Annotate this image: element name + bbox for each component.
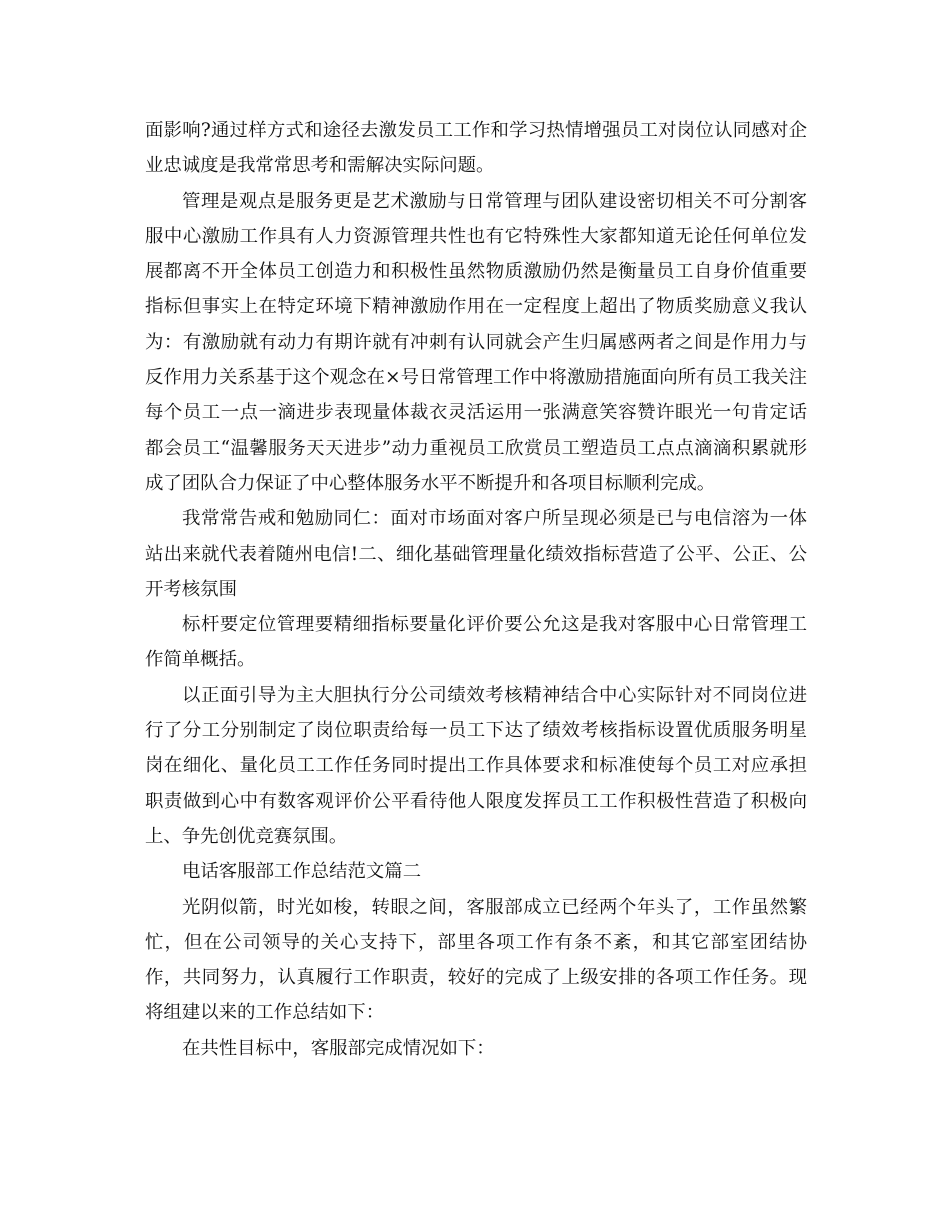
paragraph: 以正面引导为主大胆执行分公司绩效考核精神结合中心实际针对不同岗位进行了分工分别制定了岗位职责给每一员工下达了绩效考核指标设置优质服务明星岗在细化、量化员工工作任务同时提出工作具体要求和标准使每个员工对应承担职责做到心中有数客观评价公平看待他人限度发挥员工工作积极性营造了积极向上、争先创优竞赛氛围。 <box>145 684 807 847</box>
section-heading: 电话客服部工作总结范文篇二 <box>182 861 422 883</box>
paragraph: 光阴似箭，时光如梭，转眼之间，客服部成立已经两个年头了，工作虽然繁忙，但在公司领导的关心支持下，部里各项工作有条不紊，和其它部室团结协作，共同努力，认真履行工作职责，较好的完成了上级安排的各项工作任务。现将组建以来的工作总结如下： <box>145 896 807 1024</box>
paragraph: 我常常告戒和勉励同仁：面对市场面对客户所呈现必须是已与电信溶为一体站出来就代表着随州电信!二、细化基础管理量化绩效指标营造了公平、公正、公开考核氛围 <box>145 508 807 600</box>
paragraph-continuation: 面影响?通过样方式和途径去激发员工工作和学习热情增强员工对岗位认同感对企业忠诚度是我常常思考和需解决实际问题。 <box>145 120 807 177</box>
document-body <box>145 113 807 1066</box>
paragraph: 标杆要定位管理要精细指标要量化评价要公允这是我对客服中心日常管理工作简单概括。 <box>145 614 807 671</box>
paragraph: 在共性目标中，客服部完成情况如下： <box>182 1037 495 1059</box>
paragraph: 管理是观点是服务更是艺术激励与日常管理与团队建设密切相关不可分割客服中心激励工作具有人力资源管理共性也有它特殊性大家都知道无论任何单位发展都离不开全体员工创造力和积极性虽然物质激励仍然是衡量员工自身价值重要指标但事实上在特定环境下精神激励作用在一定程度上超出了物质奖励意义我认为：有激励就有动力有期许就有冲刺有认同就会产生归属感两者之间是作用力与反作用力关系基于这个观念在×号日常管理工作中将激励措施面向所有员工我关注每个员工一点一滴进步表现量体裁衣灵活运用一张满意笑容赞许眼光一句肯定话都会员工“温馨服务天天进步”动力重视员工欣赏员工塑造员工点点滴滴积累就形成了团队合力保证了中心整体服务水平不断提升和各项目标顺利完成。 <box>145 190 807 494</box>
